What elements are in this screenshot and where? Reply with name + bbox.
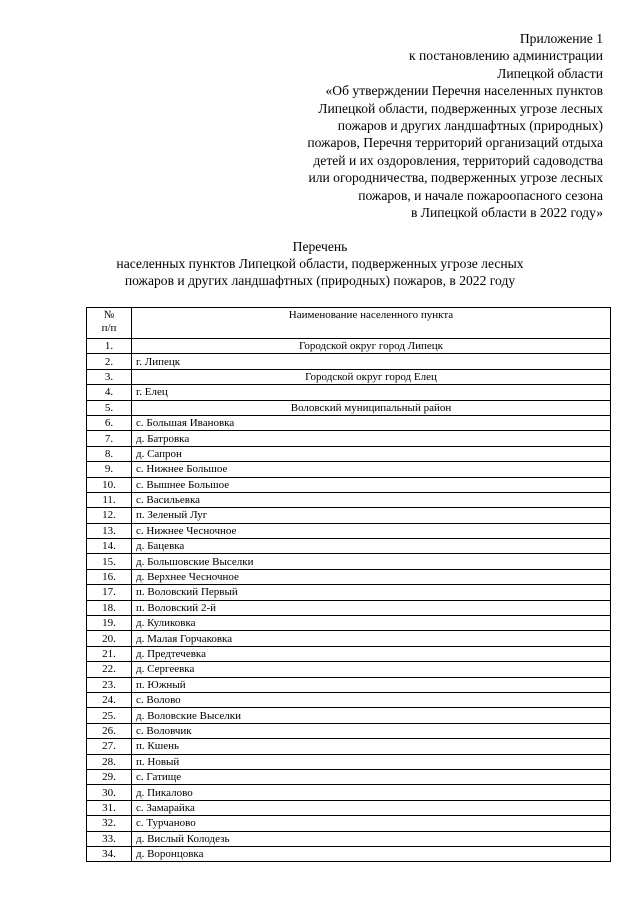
- row-number: 2.: [87, 354, 132, 369]
- row-number: 16.: [87, 569, 132, 584]
- table-row: [87, 708, 611, 723]
- appendix-line: к постановлению администрации: [409, 48, 603, 64]
- table-row: [87, 569, 611, 584]
- row-number: 8.: [87, 446, 132, 461]
- appendix-line: пожаров, Перечня территорий организаций отдыха: [307, 135, 603, 151]
- document-title: [86, 238, 554, 289]
- settlement-name: п. Зеленый Луг: [132, 508, 611, 523]
- table-row: [87, 616, 611, 631]
- district-heading: Городской округ город Елец: [132, 369, 611, 384]
- row-number: 19.: [87, 616, 132, 631]
- row-number: 1.: [87, 339, 132, 354]
- settlement-name: п. Южный: [132, 677, 611, 692]
- column-header-name: Наименование населенного пункта: [132, 308, 611, 339]
- table-row: [87, 400, 611, 415]
- table-header-row: [87, 308, 611, 339]
- row-number: 20.: [87, 631, 132, 646]
- district-heading: Городской округ город Липецк: [132, 339, 611, 354]
- table-row: [87, 431, 611, 446]
- row-number: 4.: [87, 385, 132, 400]
- row-number: 9.: [87, 462, 132, 477]
- settlement-name: с. Большая Ивановка: [132, 415, 611, 430]
- appendix-line: Липецкой области: [497, 65, 603, 81]
- row-number: 31.: [87, 800, 132, 815]
- row-number: 7.: [87, 431, 132, 446]
- table-row: [87, 585, 611, 600]
- row-number: 30.: [87, 785, 132, 800]
- table-row: [87, 677, 611, 692]
- row-number: 17.: [87, 585, 132, 600]
- appendix-line: Приложение 1: [519, 31, 603, 46]
- settlement-name: д. Сапрон: [132, 446, 611, 461]
- settlement-name: д. Малая Горчаковка: [132, 631, 611, 646]
- table-row: [87, 692, 611, 707]
- settlement-name: с. Турчаново: [132, 816, 611, 831]
- settlement-name: с. Воловчик: [132, 723, 611, 738]
- appendix-line: Липецкой области, подверженных угрозе лесных: [318, 100, 603, 116]
- table-row: [87, 354, 611, 369]
- row-number: 14.: [87, 539, 132, 554]
- table-row: [87, 631, 611, 646]
- settlement-name: п. Кшень: [132, 739, 611, 754]
- settlement-name: с. Гатище: [132, 769, 611, 784]
- table-row: [87, 492, 611, 507]
- row-number: 29.: [87, 769, 132, 784]
- row-number: 26.: [87, 723, 132, 738]
- table-row: [87, 462, 611, 477]
- settlement-name: д. Предтечевка: [132, 646, 611, 661]
- row-number: 24.: [87, 692, 132, 707]
- table-row: [87, 385, 611, 400]
- appendix-line: детей и их оздоровления, территорий садоводства: [313, 152, 603, 168]
- appendix-line: «Об утверждении Перечня населенных пунктов: [325, 83, 603, 99]
- table-row: [87, 600, 611, 615]
- row-number: 15.: [87, 554, 132, 569]
- table-row: [87, 339, 611, 354]
- appendix-line: в Липецкой области в 2022 году»: [410, 205, 603, 221]
- table-row: [87, 769, 611, 784]
- table-row: [87, 446, 611, 461]
- settlement-name: д. Вислый Колодезь: [132, 831, 611, 846]
- title-line: населенных пунктов Липецкой области, подверженных угрозе лесных: [116, 256, 524, 271]
- row-number: 23.: [87, 677, 132, 692]
- settlement-name: д. Верхнее Чесночное: [132, 569, 611, 584]
- table-row: [87, 831, 611, 846]
- settlement-name: с. Замарайка: [132, 800, 611, 815]
- settlement-name: с. Вышнее Большое: [132, 477, 611, 492]
- table-body: [87, 339, 611, 862]
- table-row: [87, 508, 611, 523]
- table-row: [87, 415, 611, 430]
- row-number: 33.: [87, 831, 132, 846]
- table-row: [87, 662, 611, 677]
- district-heading: Воловский муниципальный район: [132, 400, 611, 415]
- settlement-name: г. Елец: [132, 385, 611, 400]
- appendix-header: [243, 30, 603, 221]
- table-row: [87, 477, 611, 492]
- row-number: 32.: [87, 816, 132, 831]
- row-number: 5.: [87, 400, 132, 415]
- settlement-name: д. Воловские Выселки: [132, 708, 611, 723]
- table-row: [87, 785, 611, 800]
- table-row: [87, 800, 611, 815]
- settlement-name: д. Куликовка: [132, 616, 611, 631]
- row-number: 10.: [87, 477, 132, 492]
- settlement-name: д. Пикалово: [132, 785, 611, 800]
- appendix-line: пожаров, и начале пожароопасного сезона: [358, 187, 603, 203]
- row-number: 3.: [87, 369, 132, 384]
- appendix-line: или огородничества, подверженных угрозе лесных: [308, 170, 603, 186]
- row-number: 27.: [87, 739, 132, 754]
- settlement-name: д. Сергеевка: [132, 662, 611, 677]
- settlement-name: п. Воловский 2-й: [132, 600, 611, 615]
- settlement-name: с. Васильевка: [132, 492, 611, 507]
- row-number: 22.: [87, 662, 132, 677]
- table-row: [87, 539, 611, 554]
- settlements-table: [86, 307, 611, 862]
- settlement-name: д. Бацевка: [132, 539, 611, 554]
- row-number: 18.: [87, 600, 132, 615]
- table-row: [87, 723, 611, 738]
- settlement-name: д. Большовские Выселки: [132, 554, 611, 569]
- row-number: 21.: [87, 646, 132, 661]
- row-number: 13.: [87, 523, 132, 538]
- row-number: 34.: [87, 846, 132, 861]
- settlement-name: п. Воловский Первый: [132, 585, 611, 600]
- settlement-name: с. Волово: [132, 692, 611, 707]
- table-row: [87, 739, 611, 754]
- appendix-line: пожаров и других ландшафтных (природных): [337, 118, 603, 134]
- table-row: [87, 554, 611, 569]
- table-row: [87, 646, 611, 661]
- header-num-symbol: №: [103, 309, 115, 321]
- row-number: 11.: [87, 492, 132, 507]
- header-num-abbrev: п/п: [101, 322, 117, 334]
- table-row: [87, 816, 611, 831]
- table-row: [87, 369, 611, 384]
- row-number: 12.: [87, 508, 132, 523]
- row-number: 25.: [87, 708, 132, 723]
- row-number: 28.: [87, 754, 132, 769]
- settlement-name: д. Батровка: [132, 431, 611, 446]
- column-header-number: [87, 308, 132, 339]
- table-row: [87, 754, 611, 769]
- settlement-name: п. Новый: [132, 754, 611, 769]
- settlement-name: д. Воронцовка: [132, 846, 611, 861]
- table-row: [87, 846, 611, 861]
- title-line: пожаров и других ландшафтных (природных) пожаров, в 2022 году: [124, 273, 516, 288]
- title-heading: Перечень: [292, 239, 348, 254]
- settlement-name: с. Нижнее Большое: [132, 462, 611, 477]
- table-row: [87, 523, 611, 538]
- settlement-name: г. Липецк: [132, 354, 611, 369]
- row-number: 6.: [87, 415, 132, 430]
- settlement-name: с. Нижнее Чесночное: [132, 523, 611, 538]
